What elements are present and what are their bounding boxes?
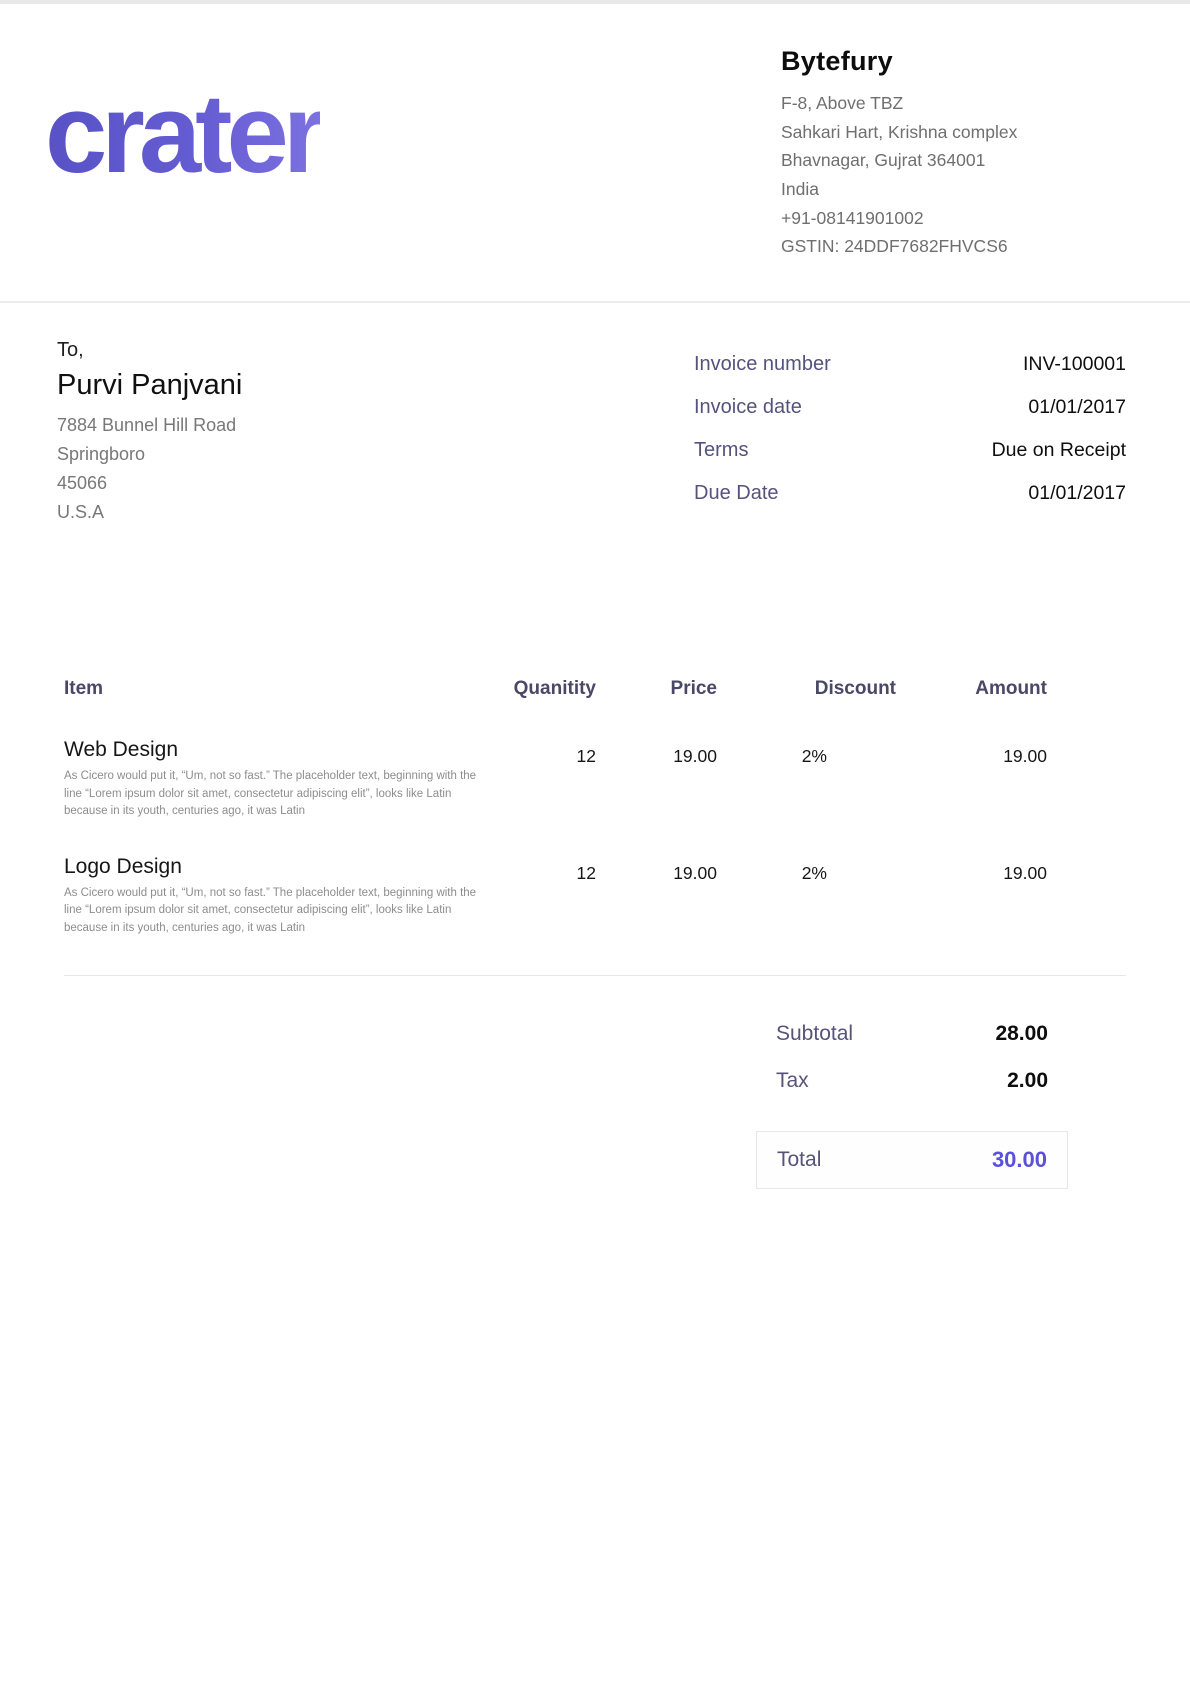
customer-address-line: U.S.A: [57, 501, 105, 522]
item-price: 19.00: [673, 862, 717, 883]
item-discount: 2%: [801, 746, 827, 767]
invoice-header: [0, 4, 1190, 303]
company-address-line: Bhavnagar, Gujrat 364001: [781, 150, 986, 171]
item-quantity: 12: [576, 862, 596, 883]
total-box: [756, 1131, 1068, 1189]
item-quantity: 12: [576, 746, 596, 767]
crater-logo: crater: [45, 71, 321, 196]
due-date-label: Due Date: [694, 482, 779, 505]
item-cell: [64, 821, 477, 937]
tax-row: [756, 1069, 1068, 1093]
item-description: As Cicero would put it, “Um, not so fast.” The placeholder text, beginning with the line “Lorem ipsum dolor sit amet, consectetur adipiscing elit”, looks like Latin because in its youth, centuries ago, it was Latin: [64, 770, 477, 818]
customer-address-line: 7884 Bunnel Hill Road: [57, 415, 237, 436]
item-amount: 19.00: [1003, 746, 1047, 767]
invoice-date-value: 01/01/2017: [1028, 396, 1126, 419]
invoice-number-row: [694, 353, 1126, 376]
company-phone: +91-08141901002: [781, 207, 924, 228]
tax-label: Tax: [776, 1069, 809, 1093]
total-value: 30.00: [991, 1147, 1047, 1173]
item-price: 19.00: [673, 746, 717, 767]
due-date-row: [694, 482, 1126, 505]
company-address-line: Sahkari Hart, Krishna complex: [781, 121, 1018, 142]
item-name: Logo Design: [64, 854, 182, 878]
items-divider: [64, 975, 1126, 976]
invoice-number-label: Invoice number: [694, 353, 831, 376]
column-header-item: Item: [64, 678, 104, 700]
bill-to-block: [57, 339, 242, 526]
item-cell: [64, 704, 477, 820]
terms-label: Terms: [694, 439, 749, 462]
company-address-line: F-8, Above TBZ: [781, 93, 904, 113]
column-header-amount: Amount: [975, 678, 1047, 700]
to-label: To,: [57, 339, 84, 362]
total-label: Total: [777, 1148, 822, 1172]
items-section: [0, 678, 1190, 976]
items-table: [64, 678, 1126, 937]
subtotal-value: 28.00: [995, 1022, 1048, 1046]
customer-address-line: Springboro: [57, 443, 146, 464]
table-row: [64, 821, 1126, 937]
company-gstin: GSTIN: 24DDF7682FHVCS6: [781, 236, 1008, 257]
billing-section: [0, 303, 1190, 526]
tax-value: 2.00: [1007, 1069, 1048, 1093]
item-amount: 19.00: [1003, 862, 1047, 883]
item-name: Web Design: [64, 738, 179, 762]
invoice-meta: [694, 353, 1126, 526]
invoice-date-label: Invoice date: [694, 396, 802, 419]
subtotal-row: [756, 1022, 1068, 1046]
invoice-date-row: [694, 396, 1126, 419]
column-header-quantity: Quanitity: [513, 678, 596, 700]
company-info: [781, 38, 1126, 261]
table-row: [64, 704, 1126, 820]
due-date-value: 01/01/2017: [1028, 482, 1126, 505]
item-description: As Cicero would put it, “Um, not so fast.” The placeholder text, beginning with the line “Lorem ipsum dolor sit amet, consectetur adipiscing elit”, looks like Latin because in its youth, centuries ago, it was Latin: [64, 886, 477, 934]
customer-name: Purvi Panjvani: [57, 369, 243, 402]
column-header-discount: Discount: [814, 678, 896, 700]
column-header-price: Price: [670, 678, 717, 700]
items-table-header-row: [64, 678, 1126, 704]
subtotal-label: Subtotal: [776, 1022, 854, 1046]
totals-section: [0, 1022, 1068, 1189]
terms-row: [694, 439, 1126, 462]
company-address-line: India: [781, 179, 819, 200]
terms-value: Due on Receipt: [991, 439, 1126, 462]
customer-address-line: 45066: [57, 472, 108, 493]
item-discount: 2%: [801, 862, 827, 883]
company-name: Bytefury: [781, 46, 893, 76]
invoice-number-value: INV-100001: [1023, 353, 1126, 376]
